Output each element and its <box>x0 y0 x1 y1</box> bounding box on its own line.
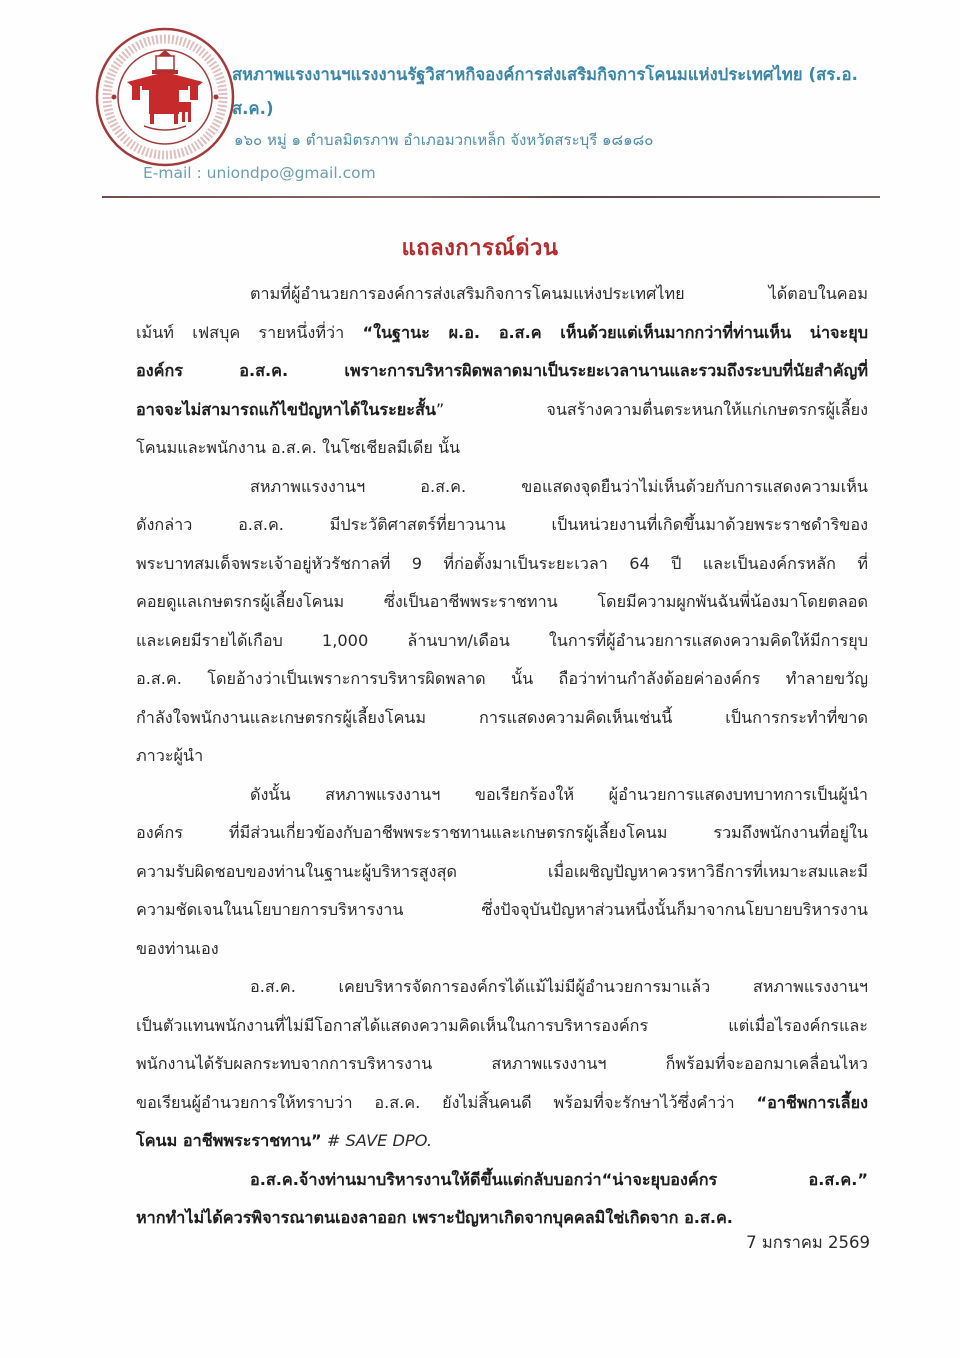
quoted-statement: องค์กร อ.ส.ค. เพราะการบริหารผิดพลาดมาเป็นระยะเวลานานและรวมถึงระบบที่นัยสำคัญที่ <box>136 361 868 380</box>
text-line <box>136 352 868 391</box>
text-line <box>136 1084 868 1123</box>
text-span: ขอเรียนผู้อำนวยการให้ทราบว่า อ.ส.ค. ยังไม่สิ้นคนดี พร้อมที่จะรักษาไว้ซึ่งคำว่า <box>136 1092 757 1112</box>
text-line <box>136 314 868 353</box>
text-line: โคนมและพนักงาน อ.ส.ค. ในโซเชียลมีเดีย นั้น <box>136 438 461 457</box>
letterhead-divider <box>102 196 880 198</box>
text-line: สหภาพแรงงานฯ อ.ส.ค. ขอแสดงจุดยืนว่าไม่เห็นด้วยกับการแสดงความเห็น <box>250 476 868 496</box>
organization-name <box>232 58 872 126</box>
text-line: อ.ส.ค. โดยอ้างว่าเป็นเพราะการบริหารผิดพลาด นั้น ถือว่าท่านกำลังด้อยค่าองค์กร ทำลายขวัญ <box>136 669 868 688</box>
text-span: เม้นท์ เฟสบุค รายหนึ่งที่ว่า <box>136 322 363 342</box>
quoted-slogan: “อาชีพการเลี้ยง <box>756 1092 868 1112</box>
text-line: และเคยมีรายได้เกือบ 1,000 ล้านบาท/เดือน ในการที่ผู้อำนวยการแสดงความคิดให้มีการยุบ <box>136 630 868 650</box>
text-line <box>136 391 868 430</box>
text-line: ของท่านเอง <box>136 938 219 958</box>
text-line: ความชัดเจนในนโยบายการบริหารงาน ซึ่งปัจจุบันปัญหาส่วนหนึ่งนั้นก็มาจากนโยบายบริหารงาน <box>136 900 868 919</box>
text-line: พระบาทสมเด็จพระเจ้าอยู่หัวรัชกาลที่ 9 ที่ก่อตั้งมาเป็นระยะเวลา 64 ปี และเป็นองค์กรหลัก ที่ <box>136 553 868 573</box>
paragraph-2 <box>136 468 868 776</box>
union-emblem-logo <box>94 26 236 168</box>
text-line: กำลังใจพนักงานและเกษตรกรผู้เลี้ยงโคนม การแสดงความคิดเห็นเช่นนี้ เป็นการกระทำที่ขาด <box>136 707 868 727</box>
paragraph-3 <box>136 776 868 969</box>
text-line: ดังกล่าว อ.ส.ค. มีประวัติศาสตร์ที่ยาวนาน เป็นหน่วยงานที่เกิดขึ้นมาด้วยพระราชดำริของ <box>136 515 868 534</box>
text-line: อ.ส.ค.จ้างท่านมาบริหารงานให้ดีขึ้นแต่กลับบอกว่า“น่าจะยุบองค์กร อ.ส.ค.” <box>250 1169 868 1189</box>
organization-name-line1: สหภาพแรงงานฯแรงงานรัฐวิสาหกิจองค์การส่งเสริมกิจการโคนมแห่งประเทศไทย (สร.อ. <box>232 65 859 84</box>
union-seal-icon <box>94 26 236 168</box>
document-date: 7 มกราคม 2569 <box>746 1233 870 1252</box>
organization-name-line2: ส.ค.) <box>232 99 274 118</box>
text-line: พนักงานได้รับผลกระทบจากการบริหารงาน สหภาพแรงงานฯ ก็พร้อมที่จะออกมาเคลื่อนไหว <box>136 1054 868 1073</box>
organization-address: ๑๖๐ หมู่ ๑ ตำบลมิตรภาพ อำเภอมวกเหล็ก จังหวัดสระบุรี ๑๘๑๘๐ <box>234 131 654 149</box>
hashtag-save-dpo: # SAVE DPO. <box>321 1131 432 1150</box>
text-line: หากทำไม่ได้ควรพิจารณาตนเองลาออก เพราะปัญหาเกิดจากบุคคลมิใช่เกิดจาก อ.ส.ค. <box>136 1208 733 1227</box>
organization-email: E-mail : uniondpo@gmail.com <box>143 164 376 182</box>
text-span: ” จนสร้างความตื่นตระหนกให้แก่เกษตรกรผู้เลี้ยง <box>435 399 868 419</box>
quoted-slogan: โคนม อาชีพพระราชทาน” <box>136 1131 322 1150</box>
quoted-statement: “ในฐานะ ผ.อ. อ.ส.ค เห็นด้วยแต่เห็นมากกว่าที่ท่านเห็น น่าจะยุบ <box>362 322 868 342</box>
text-line: ภาวะผู้นำ <box>136 746 204 765</box>
text-line: องค์กร ที่มีส่วนเกี่ยวข้องกับอาชีพพระราชทานและเกษตรกรผู้เลี้ยงโคนม รวมถึงพนักงานที่อยู่ใน <box>136 823 868 842</box>
document-body <box>136 275 868 1238</box>
text-line <box>136 1122 868 1161</box>
text-line: ความรับผิดชอบของท่านในฐานะผู้บริหารสูงสุด เมื่อเผชิญปัญหาควรหาวิธีการที่เหมาะสมและมี <box>136 861 868 881</box>
quoted-statement: อาจจะไม่สามารถแก้ไขปัญหาได้ในระยะสั้น <box>136 399 436 419</box>
paragraph-1 <box>136 275 868 468</box>
paragraph-5 <box>136 1161 868 1238</box>
paragraph-4 <box>136 968 868 1161</box>
text-line: อ.ส.ค. เคยบริหารจัดการองค์กรได้แม้ไม่มีผู้อำนวยการมาแล้ว สหภาพแรงงานฯ <box>250 977 868 996</box>
document-title: แถลงการณ์ด่วน <box>401 236 559 261</box>
text-line: ดังนั้น สหภาพแรงงานฯ ขอเรียกร้องให้ ผู้อำนวยการแสดงบทบาทการเป็นผู้นำ <box>250 784 868 804</box>
text-line: เป็นตัวแทนพนักงานที่ไม่มีโอกาสได้แสดงความคิดเห็นในการบริหารองค์กร แต่เมื่อไรองค์กรและ <box>136 1015 868 1035</box>
text-line: คอยดูแลเกษตรกรผู้เลี้ยงโคนม ซึ่งเป็นอาชีพพระราชทาน โดยมีความผูกพันฉันพี่น้องมาโดยตลอด <box>136 592 868 611</box>
text-line: ตามที่ผู้อำนวยการองค์การส่งเสริมกิจการโคนมแห่งประเทศไทย ได้ตอบในคอม <box>250 284 868 303</box>
